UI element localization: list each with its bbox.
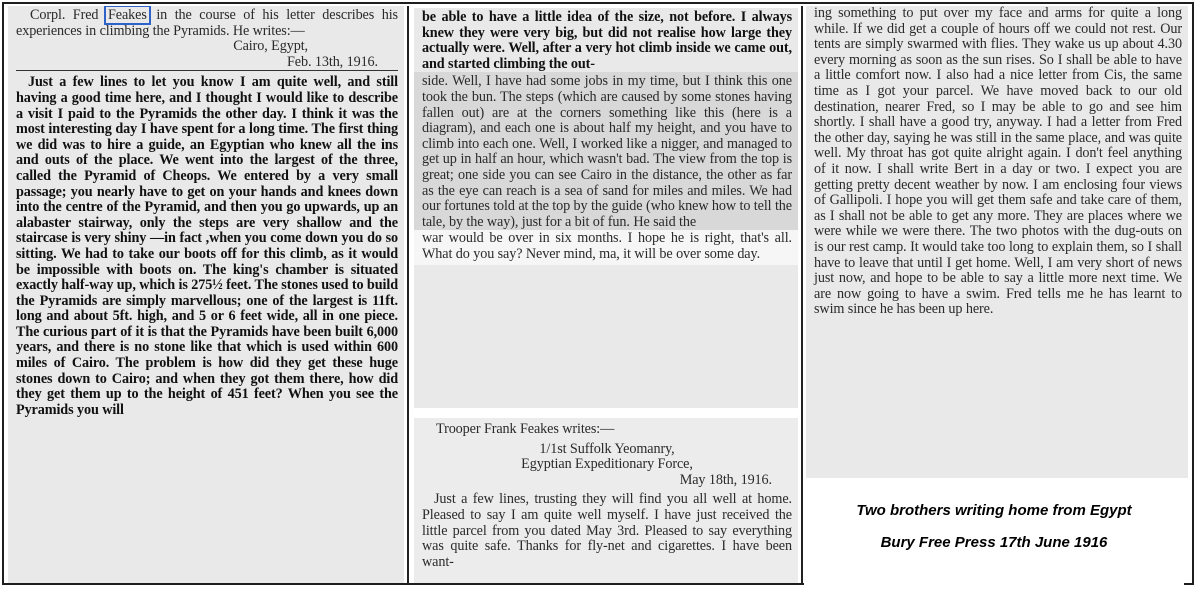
fred-intro (16, 8, 398, 39)
letter-date: Feb. 13th, 1916. (16, 55, 398, 72)
caption-source: Bury Free Press 17th June 1916 (880, 534, 1108, 551)
frank-unit: 1/1st Suffolk Yeomanry, (539, 440, 675, 457)
letter-place: Cairo, Egypt, (233, 38, 308, 55)
highlighted-surname: Feakes (104, 6, 151, 25)
frank-continued-body: ing something to put over my face and arms for quite a long while. If we did get a couple of hours off we could not rest. Our tents are simply swarmed with flies. They wake us up about 4.30 every morning as soon as the sun rises. So I shall be able to have a little comfort now. I also had a nice letter from Cis, the same time as I got your parcel. We have moved back to our old destination, nearer Fred, so I may be able to go and see him shortly. I shall have a good try, anyway. I had a letter from Fred the other day, saying he was still in the same place, and was quite well. My throat has got quite alright again. I don't feel anything of it now. I shall write Bert in a day or two. I expect you are getting pretty decent weather by now. I am enclosing four views of Gallipoli. I hope you will get them safe and take care of them, as I shall not be able to get any more. They are places where we were while we were there. The two photos with the dug-outs on is our rest camp. It would take too long to explain them, so I shall have to leave that until I get home. Well, I am very short of news just now, and hope to be able to say a little more next time. We are now going to have a swim. Fred tells me he has learnt to swim since he has been up here. (814, 6, 1182, 318)
frank-date: May 18th, 1916. (679, 471, 772, 488)
column-fred-continued (414, 8, 798, 408)
column-frank-continued (806, 6, 1188, 478)
column-rule-1 (407, 6, 409, 583)
intro-text-end: in the course of his letter describes his experiences in climbing the Pyramids. He writes:— (16, 7, 398, 39)
frank-force: Egyptian Expeditionary Force, (521, 456, 693, 473)
fred-continued-tail: war would be over in six months. I hope he is right, that's all. What do you say? Never mind, ma, it will be over some day. (414, 230, 798, 264)
fred-continued-body: side. Well, I have had some jobs in my time, but I think this one took the bun. The steps (which are caused by some stones having fallen out) are at the corners something like this (here is a diagram), and each one is about half my height, and you have to climb into each one. Well, I worked like a nigger, and managed to get up in half an hour, which wasn't bad. The view from the top is great; one side you can see Cairo in the distance, the other as far as the eye can reach is a sea of sand for miles and miles. We had our fortunes told at the top by the guide (who knew how to tell the tale, by the way), just for a bit of fun. He said the (414, 72, 798, 230)
clipping-gap (414, 408, 802, 418)
frank-letter-body: Just a few lines, trusting they will find you all well at home. Pleased to say I am quite well myself. I have just received the little parcel from you dated May 3rd. Pleased to say everything was quite safe. Thanks for fly-net and cigarettes. I have been want- (422, 491, 792, 570)
column-fred-letter (8, 6, 404, 583)
intro-text-start: Corpl. Fred (30, 7, 99, 23)
caption-title: Two brothers writing home from Egypt (856, 502, 1132, 519)
caption-box (804, 482, 1184, 586)
column-rule-2 (801, 6, 803, 583)
column-frank-letter (414, 418, 798, 583)
frank-intro: Trooper Frank Feakes writes:— (436, 421, 615, 437)
fred-continued-lead: be able to have a little idea of the size, not before. I always knew they were very big, but did not realise how large they actually were. Well, after a very hot climb inside we came out, and started climbing the out- (422, 9, 792, 72)
clipping-collage (2, 2, 1194, 585)
fred-letter-body: Just a few lines to let you know I am quite well, and still having a good time here, and I thought I would like to describe a visit I paid to the Pyramids the other day. I think it was the most interesting day I have spent for a long time. The first thing we did was to hire a guide, an Egyptian who knew all the ins and outs of the place. We went into the largest of the three, called the Pyramid of Cheops. We entered by a very small passage; you nearly have to get on your hands and knees down into the centre of the Pyramid, and then you go upwards, up an alabaster stairway, only the steps are very shallow and the staircase is very shiny —in fact ,when you come down you do so sitting. We had to take our boots off for this climb, as it would be impossible with boots on. The king's chamber is situated exactly half-way up, which is 275½ feet. The stones used to build the Pyramids are simply marvellous; one of the largest is 11ft. long and about 5ft. high, and 5 or 6 feet wide, all in one piece. The curious part of it is that the Pyramids have been built 6,000 years, and there is no stone like that which is used within 600 miles of Cairo. The problem is how did they get these huge stones down to Cairo; and when they got them there, how did they get them up to the height of 451 feet? When you see the Pyramids you will (16, 74, 398, 418)
